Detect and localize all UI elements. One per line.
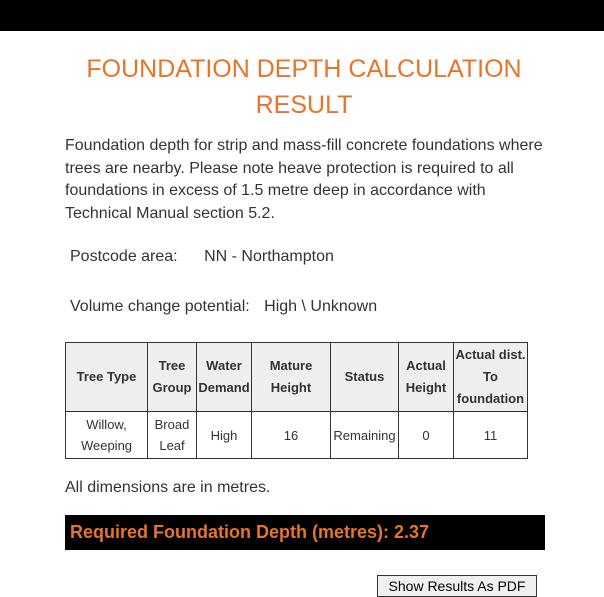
header-actual-height: Actual Height xyxy=(399,343,454,412)
intro-text: Foundation depth for strip and mass-fill concrete foundations where trees are nearby. Please note heave protection is required to all foundations in excess of 1.5 metre deep in accordance with Technical Manual section 5.2. xyxy=(65,137,543,222)
cell-status: Remaining xyxy=(331,412,399,459)
cell-tree-type: Willow, Weeping xyxy=(66,412,148,459)
cell-mature-height: 16 xyxy=(252,412,331,459)
volume-change-row xyxy=(70,298,377,316)
header-tree-type: Tree Type xyxy=(66,343,148,412)
table-row xyxy=(66,412,528,459)
volume-change-value: High \ Unknown xyxy=(264,298,378,315)
cell-actual-distance: 11 xyxy=(454,412,528,459)
postcode-label: Postcode area: xyxy=(70,248,178,265)
cell-tree-group: Broad Leaf xyxy=(148,412,197,459)
header-water-demand: Water Demand xyxy=(197,343,252,412)
header-tree-group: Tree Group xyxy=(148,343,197,412)
header-mature-height: Mature Height xyxy=(252,343,331,412)
result-bar: Required Foundation Depth (metres): 2.37 xyxy=(65,515,545,550)
volume-change-label: Volume change potential: xyxy=(70,298,250,315)
show-pdf-button[interactable]: Show Results As PDF xyxy=(377,575,537,597)
header-status: Status xyxy=(331,343,399,412)
page-title: FOUNDATION DEPTH CALCULATION RESULT xyxy=(86,55,522,119)
cell-actual-height: 0 xyxy=(399,412,454,459)
postcode-value: NN - Northampton xyxy=(204,248,334,265)
cell-water-demand: High xyxy=(197,412,252,459)
tree-table xyxy=(65,342,528,459)
dimensions-note: All dimensions are in metres. xyxy=(65,479,271,496)
header-actual-distance: Actual dist. To foundation xyxy=(454,343,528,412)
postcode-row xyxy=(70,248,334,266)
top-bar xyxy=(0,0,604,31)
table-header-row xyxy=(66,343,528,412)
